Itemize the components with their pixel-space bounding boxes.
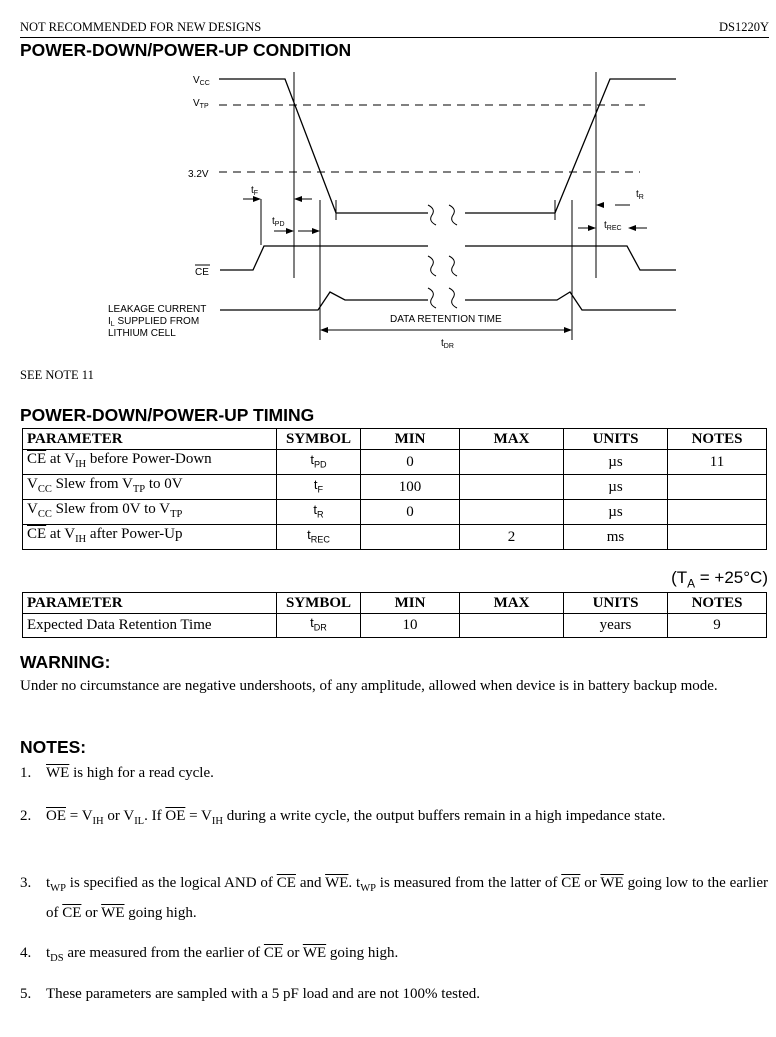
table-header-row <box>23 593 767 614</box>
units-cell: µs <box>564 500 668 525</box>
tpd-label: $t_{PD}$ <box>272 216 285 228</box>
max-cell: 2 <box>460 525 564 550</box>
symbol-cell: $t_F$ <box>277 475 361 500</box>
note-3: 3. $t_{WP}$ is specified as the logical AND of $\overline{CE}$ and $\overline{WE}$. $t_{WP}$ is measured from the latter of $\overline{CE}$ or $\overline{WE}$ going low to the earlier of $\overline{CE}$ or $\overline{WE}$ going high. <box>20 875 768 921</box>
leakage-label-line3: LITHIUM CELL <box>108 328 176 339</box>
warning-title: WARNING: <box>20 652 111 672</box>
table-row <box>23 614 767 638</box>
col-parameter: PARAMETER <box>23 593 277 614</box>
notes-cell <box>668 500 767 525</box>
col-symbol: SYMBOL <box>277 429 361 450</box>
max-cell <box>460 475 564 500</box>
col-max: MAX <box>460 593 564 614</box>
section-title-condition: POWER-DOWN/POWER-UP CONDITION <box>20 40 352 60</box>
table-row <box>23 450 767 475</box>
max-cell <box>460 450 564 475</box>
units-cell: µs <box>564 475 668 500</box>
retention-time-label: DATA RETENTION TIME <box>390 314 502 325</box>
warning-text: Under no circumstance are negative undershoots, of any amplitude, allowed when device is in battery backup mode. <box>20 678 718 694</box>
col-notes: NOTES <box>668 429 767 450</box>
col-parameter: PARAMETER <box>23 429 277 450</box>
table-row <box>23 475 767 500</box>
min-cell: 100 <box>361 475 460 500</box>
v32-label: 3.2V <box>188 169 209 180</box>
timing-table <box>22 428 767 550</box>
table-header-row <box>23 429 767 450</box>
max-cell <box>460 500 564 525</box>
note-5: 5. These parameters are sampled with a 5 pF load and are not 100% tested. <box>20 986 481 1002</box>
notes-cell: 9 <box>668 614 767 638</box>
param-cell: $V_{CC}$ Slew from 0V to $V_{TP}$ <box>23 500 277 525</box>
col-units: UNITS <box>564 593 668 614</box>
symbol-cell: $t_R$ <box>277 500 361 525</box>
col-min: MIN <box>361 593 460 614</box>
units-cell: ms <box>564 525 668 550</box>
param-cell: $\overline{CE}$ at $V_{IH}$ before Power-Down <box>23 450 277 475</box>
note-2: 2. $\overline{OE} = V_{IH}$ or $V_{IL}$. If $\overline{OE} = V_{IH}$ during a write cycle, the output buffers remain in a high impedance state. <box>20 808 666 827</box>
min-cell: 0 <box>361 500 460 525</box>
col-notes: NOTES <box>668 593 767 614</box>
power-timing-diagram <box>100 60 700 360</box>
max-cell <box>460 614 564 638</box>
temperature-condition: $(T_A = +25^\circ C)$ <box>671 568 768 591</box>
table-row <box>23 500 767 525</box>
col-symbol: SYMBOL <box>277 593 361 614</box>
page-header <box>20 20 769 38</box>
header-status: NOT RECOMMENDED FOR NEW DESIGNS <box>20 20 262 34</box>
retention-table <box>22 592 767 638</box>
section-title-timing: POWER-DOWN/POWER-UP TIMING <box>20 405 315 425</box>
notes-cell <box>668 475 767 500</box>
param-cell: Expected Data Retention Time <box>23 614 277 638</box>
tr-label: $t_R$ <box>636 189 644 201</box>
note-4: 4. $t_{DS}$ are measured from the earlier of $\overline{CE}$ or $\overline{WE}$ going high. <box>20 945 399 964</box>
min-cell: 10 <box>361 614 460 638</box>
see-note: SEE NOTE 11 <box>20 368 94 382</box>
param-cell: $\overline{CE}$ at $V_{IH}$ after Power-Up <box>23 525 277 550</box>
units-cell: years <box>564 614 668 638</box>
header-part-number: DS1220Y <box>718 20 769 34</box>
table-row <box>23 525 767 550</box>
vtp-label: $V_{TP}$ <box>193 98 209 110</box>
col-max: MAX <box>460 429 564 450</box>
notes-cell: 11 <box>668 450 767 475</box>
symbol-cell: $t_{REC}$ <box>277 525 361 550</box>
tdr-label: $t_{DR}$ <box>441 338 454 350</box>
col-units: UNITS <box>564 429 668 450</box>
min-cell: 0 <box>361 450 460 475</box>
param-cell: $V_{CC}$ Slew from $V_{TP}$ to 0V <box>23 475 277 500</box>
notes-title: NOTES: <box>20 737 87 757</box>
tf-label: $t_F$ <box>251 185 259 197</box>
ce-label: CE <box>195 267 209 278</box>
trec-label: $t_{REC}$ <box>604 220 622 232</box>
leakage-label-line2: $I_L$ SUPPLIED FROM <box>108 316 200 328</box>
min-cell <box>361 525 460 550</box>
note-1: 1. $\overline{WE}$ is high for a read cycle. <box>20 765 214 781</box>
units-cell: µs <box>564 450 668 475</box>
leakage-label-line1: LEAKAGE CURRENT <box>108 304 207 315</box>
notes-cell <box>668 525 767 550</box>
symbol-cell: $t_{DR}$ <box>277 614 361 638</box>
symbol-cell: $t_{PD}$ <box>277 450 361 475</box>
col-min: MIN <box>361 429 460 450</box>
vcc-label: $V_{CC}$ <box>193 75 210 87</box>
